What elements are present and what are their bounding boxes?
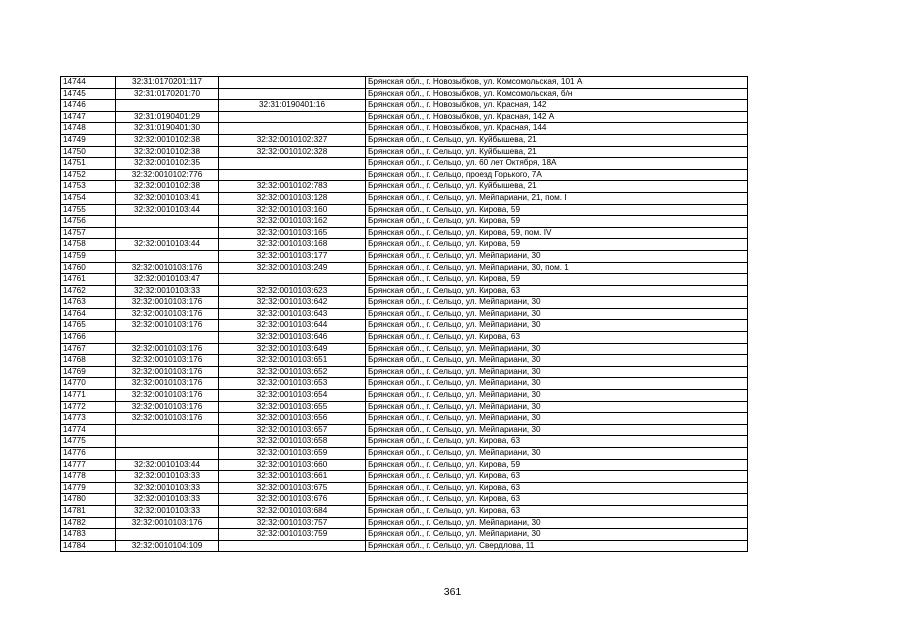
row-number-cell: 14754 [61, 192, 116, 204]
address-cell: Брянская обл., г. Новозыбков, ул. Красная, 142 [366, 100, 748, 112]
address-cell: Брянская обл., г. Сельцо, ул. Мейпариани, 30, пом. 1 [366, 262, 748, 274]
row-number-cell: 14778 [61, 471, 116, 483]
table-row [61, 227, 748, 239]
address-cell: Брянская обл., г. Сельцо, ул. Мейпариани, 30 [366, 297, 748, 309]
object-cadastral-number-cell: 32:32:0010103:684 [219, 505, 366, 517]
object-cadastral-number-cell [219, 169, 366, 181]
table-row [61, 123, 748, 135]
address-cell: Брянская обл., г. Сельцо, ул. Кирова, 59, пом. IV [366, 227, 748, 239]
address-cell: Брянская обл., г. Сельцо, ул. Свердлова, 11 [366, 540, 748, 552]
row-number-cell: 14764 [61, 308, 116, 320]
object-cadastral-number-cell: 32:32:0010103:644 [219, 320, 366, 332]
object-cadastral-number-cell: 32:32:0010103:759 [219, 529, 366, 541]
table-row [61, 482, 748, 494]
table-row [61, 366, 748, 378]
object-cadastral-number-cell: 32:32:0010103:657 [219, 424, 366, 436]
address-cell: Брянская обл., г. Новозыбков, ул. Красная, 144 [366, 123, 748, 135]
row-number-cell: 14757 [61, 227, 116, 239]
table-row [61, 529, 748, 541]
row-number-cell: 14769 [61, 366, 116, 378]
address-cell: Брянская обл., г. Сельцо, ул. Мейпариани, 30 [366, 517, 748, 529]
object-cadastral-number-cell [219, 88, 366, 100]
object-cadastral-number-cell: 32:32:0010103:658 [219, 436, 366, 448]
address-cell: Брянская обл., г. Сельцо, ул. Мейпариани, 30 [366, 366, 748, 378]
cadastral-number-cell [116, 529, 219, 541]
table-row [61, 448, 748, 460]
address-cell: Брянская обл., г. Сельцо, ул. Кирова, 63 [366, 471, 748, 483]
row-number-cell: 14781 [61, 505, 116, 517]
table-row [61, 88, 748, 100]
table-row [61, 297, 748, 309]
address-cell: Брянская обл., г. Сельцо, ул. Кирова, 63 [366, 494, 748, 506]
address-cell: Брянская обл., г. Сельцо, ул. Мейпариани, 30 [366, 320, 748, 332]
cadastral-number-cell: 32:31:0190401:30 [116, 123, 219, 135]
row-number-cell: 14759 [61, 250, 116, 262]
table-row [61, 181, 748, 193]
table-row [61, 517, 748, 529]
object-cadastral-number-cell: 32:32:0010103:649 [219, 343, 366, 355]
object-cadastral-number-cell [219, 77, 366, 89]
table-row [61, 169, 748, 181]
address-cell: Брянская обл., г. Сельцо, ул. Мейпариани, 30 [366, 250, 748, 262]
cadastral-number-cell [116, 100, 219, 112]
row-number-cell: 14756 [61, 216, 116, 228]
table-row [61, 401, 748, 413]
address-cell: Брянская обл., г. Сельцо, ул. Кирова, 59 [366, 216, 748, 228]
row-number-cell: 14780 [61, 494, 116, 506]
row-number-cell: 14751 [61, 158, 116, 170]
address-cell: Брянская обл., г. Сельцо, ул. Куйбышева, 21 [366, 181, 748, 193]
table-row [61, 436, 748, 448]
cadastral-number-cell: 32:32:0010103:176 [116, 355, 219, 367]
address-cell: Брянская обл., г. Сельцо, ул. Мейпариани, 30 [366, 390, 748, 402]
row-number-cell: 14770 [61, 378, 116, 390]
row-number-cell: 14750 [61, 146, 116, 158]
object-cadastral-number-cell: 32:32:0010103:660 [219, 459, 366, 471]
table-row [61, 540, 748, 552]
table-row [61, 308, 748, 320]
cadastral-number-cell: 32:31:0170201:70 [116, 88, 219, 100]
table-row [61, 146, 748, 158]
cadastral-number-cell [116, 332, 219, 344]
table-row [61, 262, 748, 274]
address-cell: Брянская обл., г. Сельцо, ул. Куйбышева, 21 [366, 134, 748, 146]
cadastral-number-cell: 32:32:0010103:41 [116, 192, 219, 204]
address-cell: Брянская обл., г. Сельцо, ул. Мейпариани, 30 [366, 355, 748, 367]
cadastral-number-cell: 32:32:0010102:38 [116, 146, 219, 158]
object-cadastral-number-cell: 32:32:0010103:661 [219, 471, 366, 483]
object-cadastral-number-cell: 32:32:0010103:643 [219, 308, 366, 320]
row-number-cell: 14767 [61, 343, 116, 355]
cadastral-number-cell [116, 424, 219, 436]
cadastral-number-cell: 32:32:0010103:33 [116, 471, 219, 483]
row-number-cell: 14761 [61, 274, 116, 286]
address-cell: Брянская обл., г. Новозыбков, ул. Комсомольская, б/н [366, 88, 748, 100]
table-row [61, 355, 748, 367]
address-cell: Брянская обл., г. Сельцо, ул. Мейпариани, 30 [366, 529, 748, 541]
object-cadastral-number-cell: 32:32:0010102:327 [219, 134, 366, 146]
row-number-cell: 14766 [61, 332, 116, 344]
row-number-cell: 14777 [61, 459, 116, 471]
registry-table-body [61, 77, 748, 552]
row-number-cell: 14755 [61, 204, 116, 216]
registry-table [60, 76, 748, 552]
row-number-cell: 14776 [61, 448, 116, 460]
cadastral-number-cell: 32:32:0010103:47 [116, 274, 219, 286]
address-cell: Брянская обл., г. Сельцо, ул. Мейпариани, 30 [366, 424, 748, 436]
address-cell: Брянская обл., г. Сельцо, ул. 60 лет Октября, 18А [366, 158, 748, 170]
address-cell: Брянская обл., г. Сельцо, ул. Мейпариани, 30 [366, 308, 748, 320]
object-cadastral-number-cell [219, 111, 366, 123]
cadastral-number-cell: 32:32:0010103:44 [116, 459, 219, 471]
cadastral-number-cell: 32:32:0010103:176 [116, 517, 219, 529]
cadastral-number-cell: 32:32:0010102:776 [116, 169, 219, 181]
cadastral-number-cell [116, 227, 219, 239]
row-number-cell: 14752 [61, 169, 116, 181]
object-cadastral-number-cell: 32:32:0010102:328 [219, 146, 366, 158]
row-number-cell: 14745 [61, 88, 116, 100]
cadastral-number-cell: 32:32:0010103:44 [116, 239, 219, 251]
table-row [61, 424, 748, 436]
object-cadastral-number-cell: 32:32:0010103:659 [219, 448, 366, 460]
object-cadastral-number-cell: 32:32:0010103:642 [219, 297, 366, 309]
table-row [61, 343, 748, 355]
table-row [61, 494, 748, 506]
row-number-cell: 14746 [61, 100, 116, 112]
row-number-cell: 14747 [61, 111, 116, 123]
object-cadastral-number-cell: 32:31:0190401:16 [219, 100, 366, 112]
address-cell: Брянская обл., г. Новозыбков, ул. Комсомольская, 101 А [366, 77, 748, 89]
cadastral-number-cell: 32:32:0010103:33 [116, 482, 219, 494]
cadastral-number-cell: 32:32:0010103:33 [116, 505, 219, 517]
address-cell: Брянская обл., г. Сельцо, ул. Кирова, 59 [366, 274, 748, 286]
cadastral-number-cell: 32:32:0010103:176 [116, 413, 219, 425]
row-number-cell: 14774 [61, 424, 116, 436]
object-cadastral-number-cell: 32:32:0010103:675 [219, 482, 366, 494]
table-row [61, 390, 748, 402]
object-cadastral-number-cell: 32:32:0010103:162 [219, 216, 366, 228]
table-row [61, 216, 748, 228]
row-number-cell: 14760 [61, 262, 116, 274]
row-number-cell: 14773 [61, 413, 116, 425]
page-number: 361 [443, 586, 462, 598]
table-row [61, 505, 748, 517]
table-row [61, 378, 748, 390]
cadastral-number-cell: 32:32:0010103:176 [116, 320, 219, 332]
address-cell: Брянская обл., г. Сельцо, ул. Кирова, 63 [366, 285, 748, 297]
cadastral-number-cell: 32:31:0170201:117 [116, 77, 219, 89]
address-cell: Брянская обл., г. Сельцо, ул. Кирова, 63 [366, 505, 748, 517]
cadastral-number-cell: 32:32:0010102:38 [116, 134, 219, 146]
table-row [61, 239, 748, 251]
cadastral-number-cell: 32:32:0010103:176 [116, 378, 219, 390]
object-cadastral-number-cell [219, 123, 366, 135]
object-cadastral-number-cell: 32:32:0010103:654 [219, 390, 366, 402]
row-number-cell: 14775 [61, 436, 116, 448]
table-row [61, 320, 748, 332]
address-cell: Брянская обл., г. Новозыбков, ул. Красная, 142 А [366, 111, 748, 123]
object-cadastral-number-cell: 32:32:0010103:646 [219, 332, 366, 344]
address-cell: Брянская обл., г. Сельцо, ул. Кирова, 59 [366, 239, 748, 251]
row-number-cell: 14771 [61, 390, 116, 402]
object-cadastral-number-cell [219, 540, 366, 552]
object-cadastral-number-cell: 32:32:0010103:623 [219, 285, 366, 297]
row-number-cell: 14772 [61, 401, 116, 413]
table-row [61, 459, 748, 471]
object-cadastral-number-cell: 32:32:0010103:655 [219, 401, 366, 413]
object-cadastral-number-cell: 32:32:0010103:656 [219, 413, 366, 425]
address-cell: Брянская обл., г. Сельцо, ул. Кирова, 63 [366, 436, 748, 448]
cadastral-number-cell: 32:32:0010103:176 [116, 308, 219, 320]
object-cadastral-number-cell: 32:32:0010103:652 [219, 366, 366, 378]
cadastral-number-cell: 32:32:0010103:176 [116, 366, 219, 378]
object-cadastral-number-cell: 32:32:0010103:651 [219, 355, 366, 367]
object-cadastral-number-cell: 32:32:0010103:128 [219, 192, 366, 204]
object-cadastral-number-cell: 32:32:0010103:177 [219, 250, 366, 262]
cadastral-number-cell: 32:32:0010103:44 [116, 204, 219, 216]
object-cadastral-number-cell: 32:32:0010103:757 [219, 517, 366, 529]
table-row [61, 274, 748, 286]
address-cell: Брянская обл., г. Сельцо, ул. Мейпариани, 30 [366, 343, 748, 355]
cadastral-number-cell: 32:32:0010102:35 [116, 158, 219, 170]
address-cell: Брянская обл., г. Сельцо, ул. Мейпариани, 30 [366, 448, 748, 460]
object-cadastral-number-cell: 32:32:0010103:249 [219, 262, 366, 274]
row-number-cell: 14765 [61, 320, 116, 332]
cadastral-number-cell: 32:31:0190401:29 [116, 111, 219, 123]
row-number-cell: 14783 [61, 529, 116, 541]
row-number-cell: 14744 [61, 77, 116, 89]
table-row [61, 204, 748, 216]
object-cadastral-number-cell: 32:32:0010103:160 [219, 204, 366, 216]
address-cell: Брянская обл., г. Сельцо, ул. Мейпариани, 30 [366, 413, 748, 425]
row-number-cell: 14753 [61, 181, 116, 193]
table-row [61, 471, 748, 483]
table-row [61, 413, 748, 425]
cadastral-number-cell [116, 448, 219, 460]
table-row [61, 332, 748, 344]
row-number-cell: 14768 [61, 355, 116, 367]
address-cell: Брянская обл., г. Сельцо, ул. Куйбышева, 21 [366, 146, 748, 158]
cadastral-number-cell: 32:32:0010103:176 [116, 401, 219, 413]
object-cadastral-number-cell: 32:32:0010103:165 [219, 227, 366, 239]
row-number-cell: 14782 [61, 517, 116, 529]
address-cell: Брянская обл., г. Сельцо, ул. Кирова, 59 [366, 459, 748, 471]
object-cadastral-number-cell: 32:32:0010103:168 [219, 239, 366, 251]
address-cell: Брянская обл., г. Сельцо, ул. Мейпариани, 21, пом. I [366, 192, 748, 204]
cadastral-number-cell: 32:32:0010103:33 [116, 285, 219, 297]
object-cadastral-number-cell: 32:32:0010103:676 [219, 494, 366, 506]
address-cell: Брянская обл., г. Сельцо, проезд Горького, 7А [366, 169, 748, 181]
table-row [61, 77, 748, 89]
cadastral-number-cell [116, 436, 219, 448]
cadastral-number-cell: 32:32:0010103:176 [116, 297, 219, 309]
cadastral-number-cell: 32:32:0010103:176 [116, 262, 219, 274]
row-number-cell: 14779 [61, 482, 116, 494]
row-number-cell: 14784 [61, 540, 116, 552]
address-cell: Брянская обл., г. Сельцо, ул. Кирова, 63 [366, 332, 748, 344]
object-cadastral-number-cell: 32:32:0010103:653 [219, 378, 366, 390]
cadastral-number-cell: 32:32:0010104:109 [116, 540, 219, 552]
cadastral-number-cell: 32:32:0010103:33 [116, 494, 219, 506]
row-number-cell: 14748 [61, 123, 116, 135]
row-number-cell: 14763 [61, 297, 116, 309]
object-cadastral-number-cell: 32:32:0010102:783 [219, 181, 366, 193]
cadastral-number-cell: 32:32:0010103:176 [116, 390, 219, 402]
table-row [61, 285, 748, 297]
table-row [61, 100, 748, 112]
cadastral-number-cell: 32:32:0010103:176 [116, 343, 219, 355]
address-cell: Брянская обл., г. Сельцо, ул. Кирова, 63 [366, 482, 748, 494]
cadastral-number-cell: 32:32:0010102:38 [116, 181, 219, 193]
table-row [61, 158, 748, 170]
table-row [61, 111, 748, 123]
address-cell: Брянская обл., г. Сельцо, ул. Мейпариани, 30 [366, 401, 748, 413]
address-cell: Брянская обл., г. Сельцо, ул. Кирова, 59 [366, 204, 748, 216]
row-number-cell: 14758 [61, 239, 116, 251]
object-cadastral-number-cell [219, 158, 366, 170]
row-number-cell: 14749 [61, 134, 116, 146]
table-row [61, 134, 748, 146]
cadastral-number-cell [116, 216, 219, 228]
address-cell: Брянская обл., г. Сельцо, ул. Мейпариани, 30 [366, 378, 748, 390]
cadastral-number-cell [116, 250, 219, 262]
row-number-cell: 14762 [61, 285, 116, 297]
object-cadastral-number-cell [219, 274, 366, 286]
table-row [61, 192, 748, 204]
table-row [61, 250, 748, 262]
